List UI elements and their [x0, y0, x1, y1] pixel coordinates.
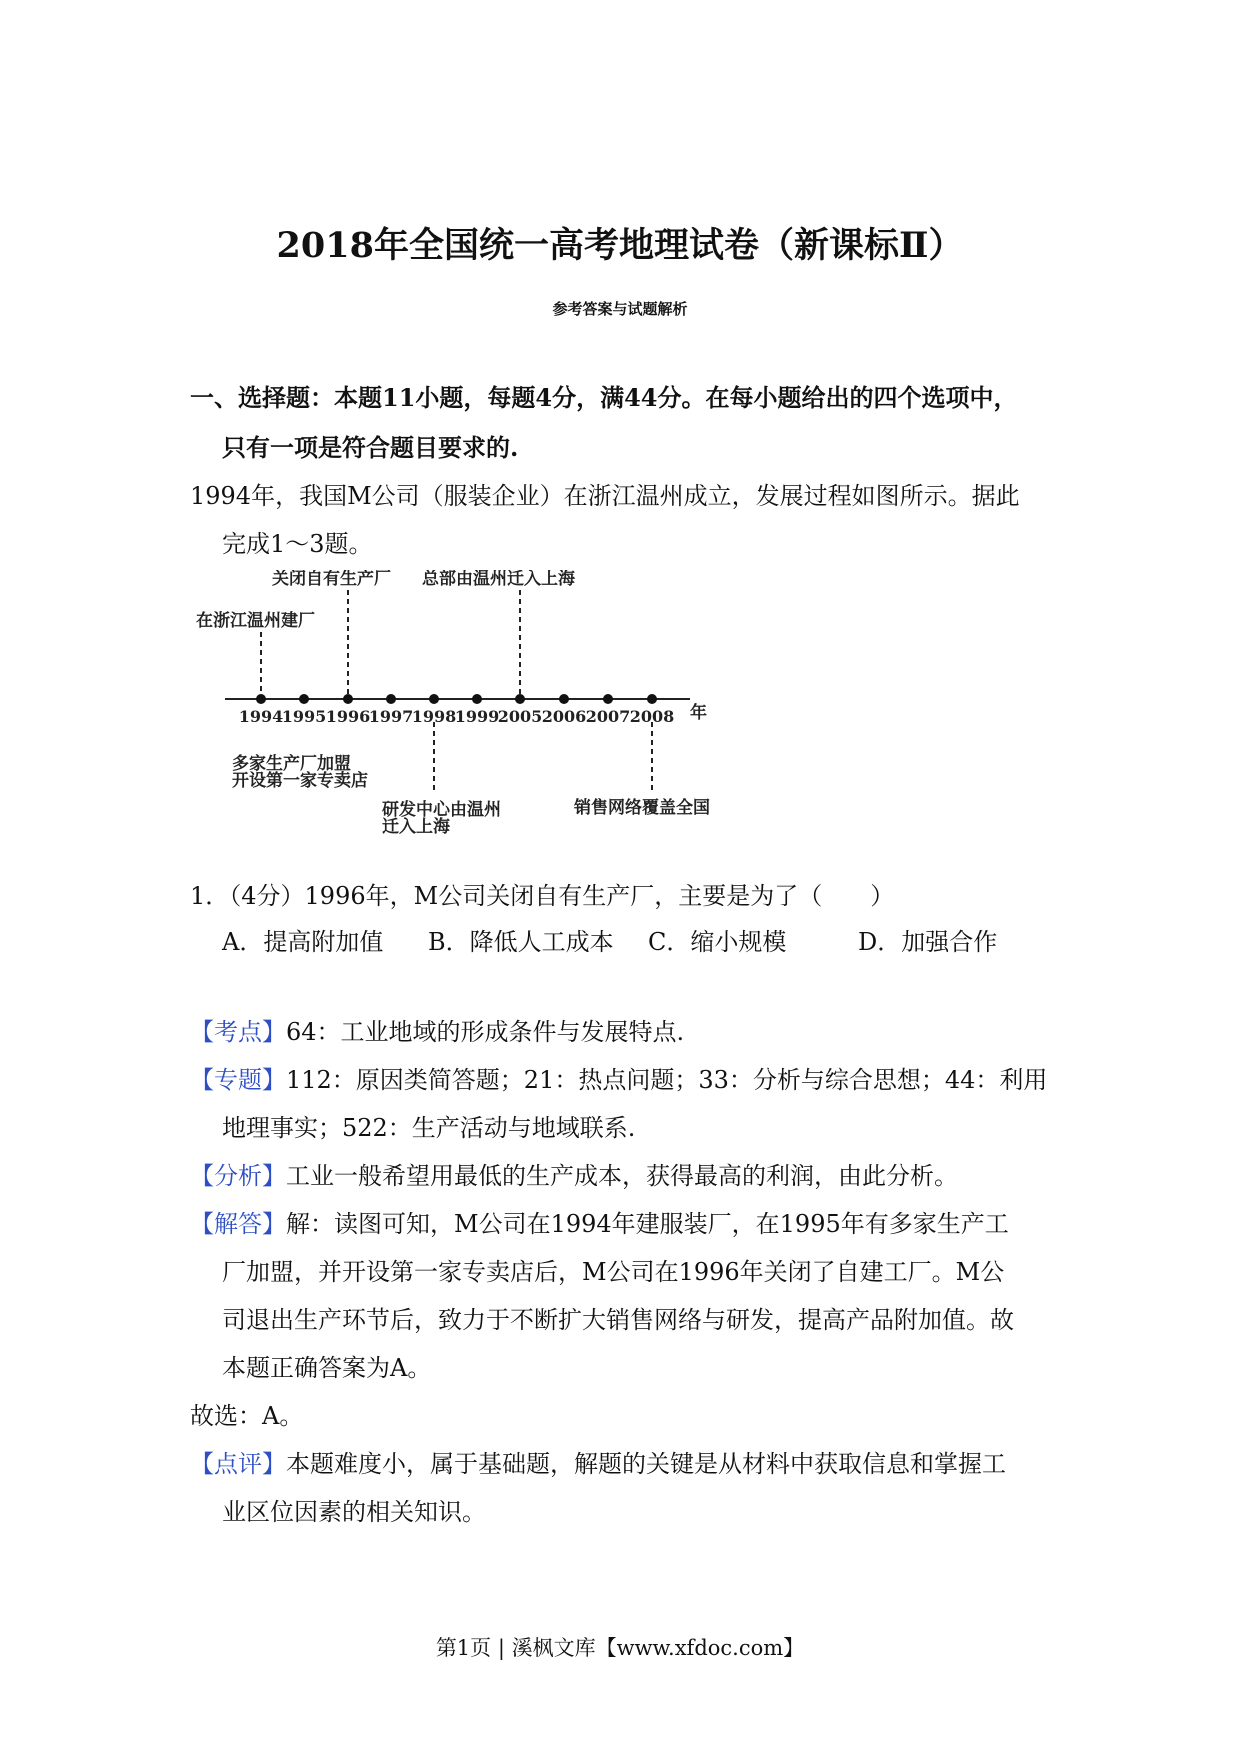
- dianping-tag: 【点评】: [190, 1450, 286, 1478]
- jieda-text2: 厂加盟，并开设第一家专卖店后，M公司在1996年关闭了自建工厂。M公: [222, 1258, 1005, 1286]
- timeline-year-2006: 2006: [541, 707, 587, 726]
- timeline-year-1996: 1996: [325, 707, 371, 726]
- event-1996-label: 关闭自有生产厂: [272, 570, 391, 589]
- section-heading-line1: 一、选择题：本题11小题，每题4分，满44分。在每小题给出的四个选项中，: [190, 383, 1018, 412]
- page-footer: 第1页 | 溪枫文库【www.xfdoc.com】: [435, 1636, 805, 1660]
- timeline-year-1997: 1997: [368, 707, 414, 726]
- timeline-dot-1994: [256, 694, 266, 704]
- kaodian-line: [190, 1012, 684, 1047]
- zhuanti-tag: 【专题】: [190, 1066, 286, 1094]
- intro-line1: 1994年，我国M公司（服装企业）在浙江温州成立，发展过程如图所示。据此: [190, 482, 1020, 510]
- timeline-dot-2006: [559, 694, 569, 704]
- jieda-text1: 解：读图可知，M公司在1994年建服装厂，在1995年有多家生产工: [286, 1210, 1009, 1238]
- timeline-year-1998: 1998: [411, 707, 457, 726]
- zhuanti-text1: 112：原因类简答题；21：热点问题；33：分析与综合思想；44：利用: [286, 1066, 1048, 1094]
- timeline-figure: [190, 570, 750, 850]
- timeline-dot-2008: [647, 694, 657, 704]
- zhuanti-line1: [190, 1060, 1047, 1095]
- event-1998-label1: 研发中心由温州: [382, 800, 501, 820]
- timeline-year-2005: 2005: [497, 707, 543, 726]
- jieda-tag: 【解答】: [190, 1210, 286, 1238]
- timeline-dot-1995: [299, 694, 309, 704]
- answer-line: 故选：A。: [190, 1402, 304, 1430]
- jieda-text4: 本题正确答案为A。: [222, 1354, 432, 1382]
- timeline-year-1994: 1994: [238, 707, 284, 726]
- timeline-year-2008: 2008: [629, 707, 675, 726]
- timeline-unit: 年: [690, 703, 707, 723]
- event-2005-label: 总部由温州迁入上海: [422, 570, 575, 589]
- timeline-dot-1996: [343, 694, 353, 704]
- option-c[interactable]: C．缩小规模: [648, 928, 787, 956]
- option-a[interactable]: A．提高附加值: [222, 928, 384, 956]
- jieda-text3: 司退出生产环节后，致力于不断扩大销售网络与研发，提高产品附加值。故: [222, 1306, 1014, 1334]
- page-title: 2018年全国统一高考地理试卷（新课标Ⅱ）: [276, 225, 964, 266]
- kaodian-text: 64：工业地域的形成条件与发展特点.: [286, 1018, 685, 1046]
- event-2008-label: 销售网络覆盖全国: [574, 798, 710, 818]
- fenxi-text: 工业一般希望用最低的生产成本，获得最高的利润，由此分析。: [286, 1162, 958, 1190]
- dianping-text2: 业区位因素的相关知识。: [222, 1498, 486, 1526]
- timeline-dot-1999: [472, 694, 482, 704]
- timeline-year-1999: 1999: [454, 707, 500, 726]
- timeline-year-1995: 1995: [281, 707, 327, 726]
- option-d[interactable]: D．加强合作: [858, 928, 998, 956]
- event-1995-label2: 开设第一家专卖店: [232, 771, 368, 791]
- timeline-dot-2007: [603, 694, 613, 704]
- event-1995-label1: 多家生产厂加盟: [232, 754, 351, 774]
- dianping-text1: 本题难度小，属于基础题，解题的关键是从材料中获取信息和掌握工: [286, 1450, 1006, 1478]
- zhuanti-text2: 地理事实；522：生产活动与地域联系.: [222, 1114, 636, 1142]
- jieda-line1: [190, 1204, 1009, 1239]
- intro-line2: 完成1～3题。: [222, 530, 373, 558]
- timeline-dot-1998: [429, 694, 439, 704]
- page-subtitle: 参考答案与试题解析: [552, 300, 688, 318]
- option-b[interactable]: B．降低人工成本: [428, 928, 614, 956]
- question-stem: 1．（4分）1996年，M公司关闭自有生产厂，主要是为了（ ）: [190, 882, 895, 910]
- dianping-line1: [190, 1444, 1006, 1479]
- timeline-dot-2005: [515, 694, 525, 704]
- kaodian-tag: 【考点】: [190, 1018, 286, 1046]
- fenxi-tag: 【分析】: [190, 1162, 286, 1190]
- fenxi-line: [190, 1156, 958, 1191]
- event-1994-label: 在浙江温州建厂: [196, 611, 315, 631]
- section-heading-line2: 只有一项是符合题目要求的.: [222, 433, 519, 462]
- timeline-year-2007: 2007: [585, 707, 631, 726]
- timeline-dot-1997: [386, 694, 396, 704]
- event-1998-label2: 迁入上海: [382, 817, 450, 837]
